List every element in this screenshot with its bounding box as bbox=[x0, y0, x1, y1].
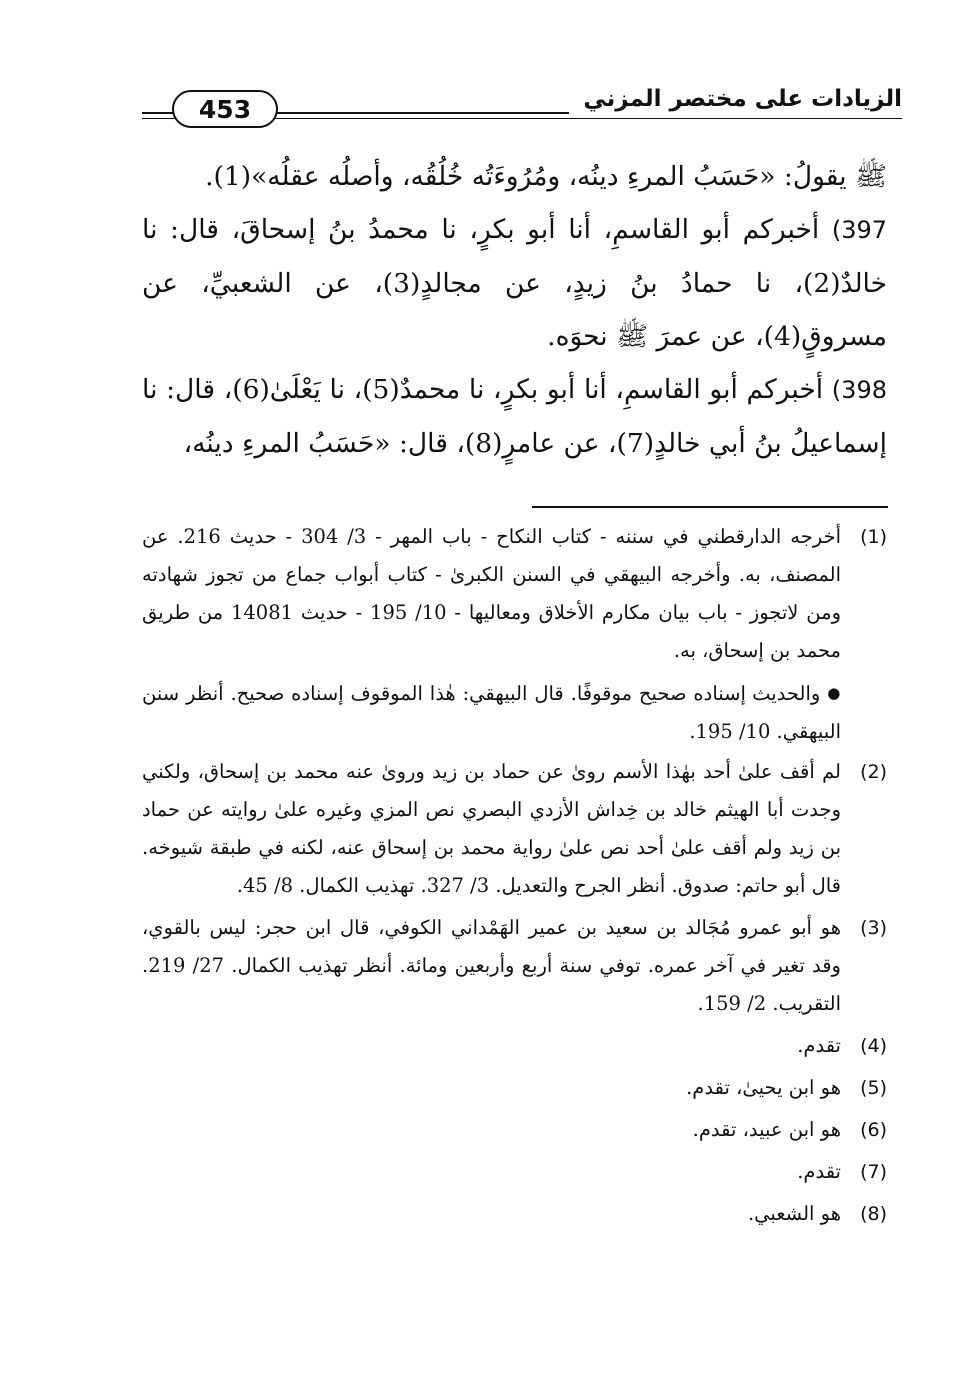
footnote-number: (3) bbox=[860, 917, 887, 939]
footnote-1 bbox=[142, 518, 887, 670]
footnote-number: (6) bbox=[860, 1119, 887, 1141]
running-title: الزيادات على مختصر المزني bbox=[569, 82, 902, 116]
bullet-icon: ● bbox=[827, 684, 841, 702]
footnote-text: لم أقف علىٰ أحد بهٰذا الأسم روىٰ عن حماد بن زيد وروىٰ عنه محمد بن إسحاق، ولكني وجدت أبا الهيثم خالد بن خِداش الأزدي البصري نص المزي وغيره علىٰ روايته عن حماد بن زيد ولم أقف علىٰ أحد نص علىٰ رواية محمد بن إسحاق عنه، لكنه في طبقة شيوخه. قال أبو حاتم: صدوق. أنظر الجرح والتعديل. 3/ 327. تهذيب الكمال. 8/ 45. bbox=[142, 760, 841, 897]
footnote-number: (8) bbox=[860, 1203, 887, 1225]
footnote-1-note bbox=[142, 674, 887, 751]
footnote-text: هو ابن يحيىٰ، تقدم. bbox=[686, 1076, 841, 1099]
hadith-number: 397) bbox=[831, 216, 887, 244]
footnote-6 bbox=[142, 1111, 887, 1149]
footnote-7 bbox=[142, 1153, 887, 1191]
hadith-number: 398) bbox=[831, 376, 887, 404]
footnote-8 bbox=[142, 1195, 887, 1233]
footnote-text: هو الشعبي. bbox=[747, 1202, 841, 1225]
footnote-number: (4) bbox=[860, 1035, 887, 1057]
paragraph-397 bbox=[142, 203, 887, 363]
page-number: 453 bbox=[172, 90, 278, 128]
hadith-text: أخبركم أبو القاسمِ، أنا أبو بكرٍ، نا محمدٌ(5)، نا يَعْلَىٰ(6)، قال: نا إسماعيلُ بنُ أبي خالدٍ(7)، عن عامرٍ(8)، قال: «حَسَبُ المرءِ دينُه، bbox=[142, 374, 887, 459]
footnotes bbox=[142, 518, 887, 1237]
footnote-2 bbox=[142, 753, 887, 905]
footnote-number: (5) bbox=[860, 1077, 887, 1099]
footnote-text: أخرجه الدارقطني في سننه - كتاب النكاح - باب المهر - 3/ 304 - حديث 216. عن المصنف، به. وأخرجه البيهقي في السنن الكبرىٰ - كتاب أبواب جماع من تجوز شهادته ومن لاتجوز - باب بيان مكارم الأخلاق ومعاليها - 10/ 195 - حديث 14081 من طريق محمد بن إسحاق، به. bbox=[142, 525, 841, 662]
footnote-number: (7) bbox=[860, 1161, 887, 1183]
hadith-text: أخبركم أبو القاسمِ، أنا أبو بكرٍ، نا محمدُ بنُ إسحاقَ، قال: نا خالدٌ(2)، نا حمادُ بنُ زيدٍ، عن مجالدٍ(3)، عن الشعبيِّ، عن مسروقٍ(4)، عن عمرَ ﷺ نحوَه. bbox=[142, 214, 887, 352]
main-text bbox=[142, 150, 887, 470]
footnote-number: (2) bbox=[860, 761, 887, 783]
footnote-text: تقدم. bbox=[797, 1160, 841, 1183]
footnote-3 bbox=[142, 909, 887, 1023]
page-header bbox=[142, 82, 902, 130]
footnote-text: هو ابن عبيد، تقدم. bbox=[692, 1118, 841, 1141]
footnote-text: هو أبو عمرو مُجَالد بن سعيد بن عمير الهَمْداني الكوفي، قال ابن حجر: ليس بالقوي، وقد تغير في آخر عمره. توفي سنة أربع وأربعين ومائة. أنظر تهذيب الكمال. 27/ 219. التقريب. 2/ 159. bbox=[142, 916, 841, 1015]
footnote-4 bbox=[142, 1027, 887, 1065]
paragraph-398 bbox=[142, 363, 887, 470]
footnote-5 bbox=[142, 1069, 887, 1107]
footnote-number: (1) bbox=[860, 526, 887, 548]
footnote-text: تقدم. bbox=[797, 1034, 841, 1057]
footnote-text: والحديث إسناده صحيح موقوفًا. قال البيهقي: هٰذا الموقوف إسناده صحيح. أنظر سنن البيهقي. 10/ 195. bbox=[142, 682, 841, 743]
footnote-separator bbox=[532, 506, 888, 508]
paragraph-continuation: ﷺ يقولُ: «حَسَبُ المرءِ دينُه، ومُرُوءَتُه خُلُقُه، وأصلُه عقلُه»(1). bbox=[205, 161, 887, 192]
